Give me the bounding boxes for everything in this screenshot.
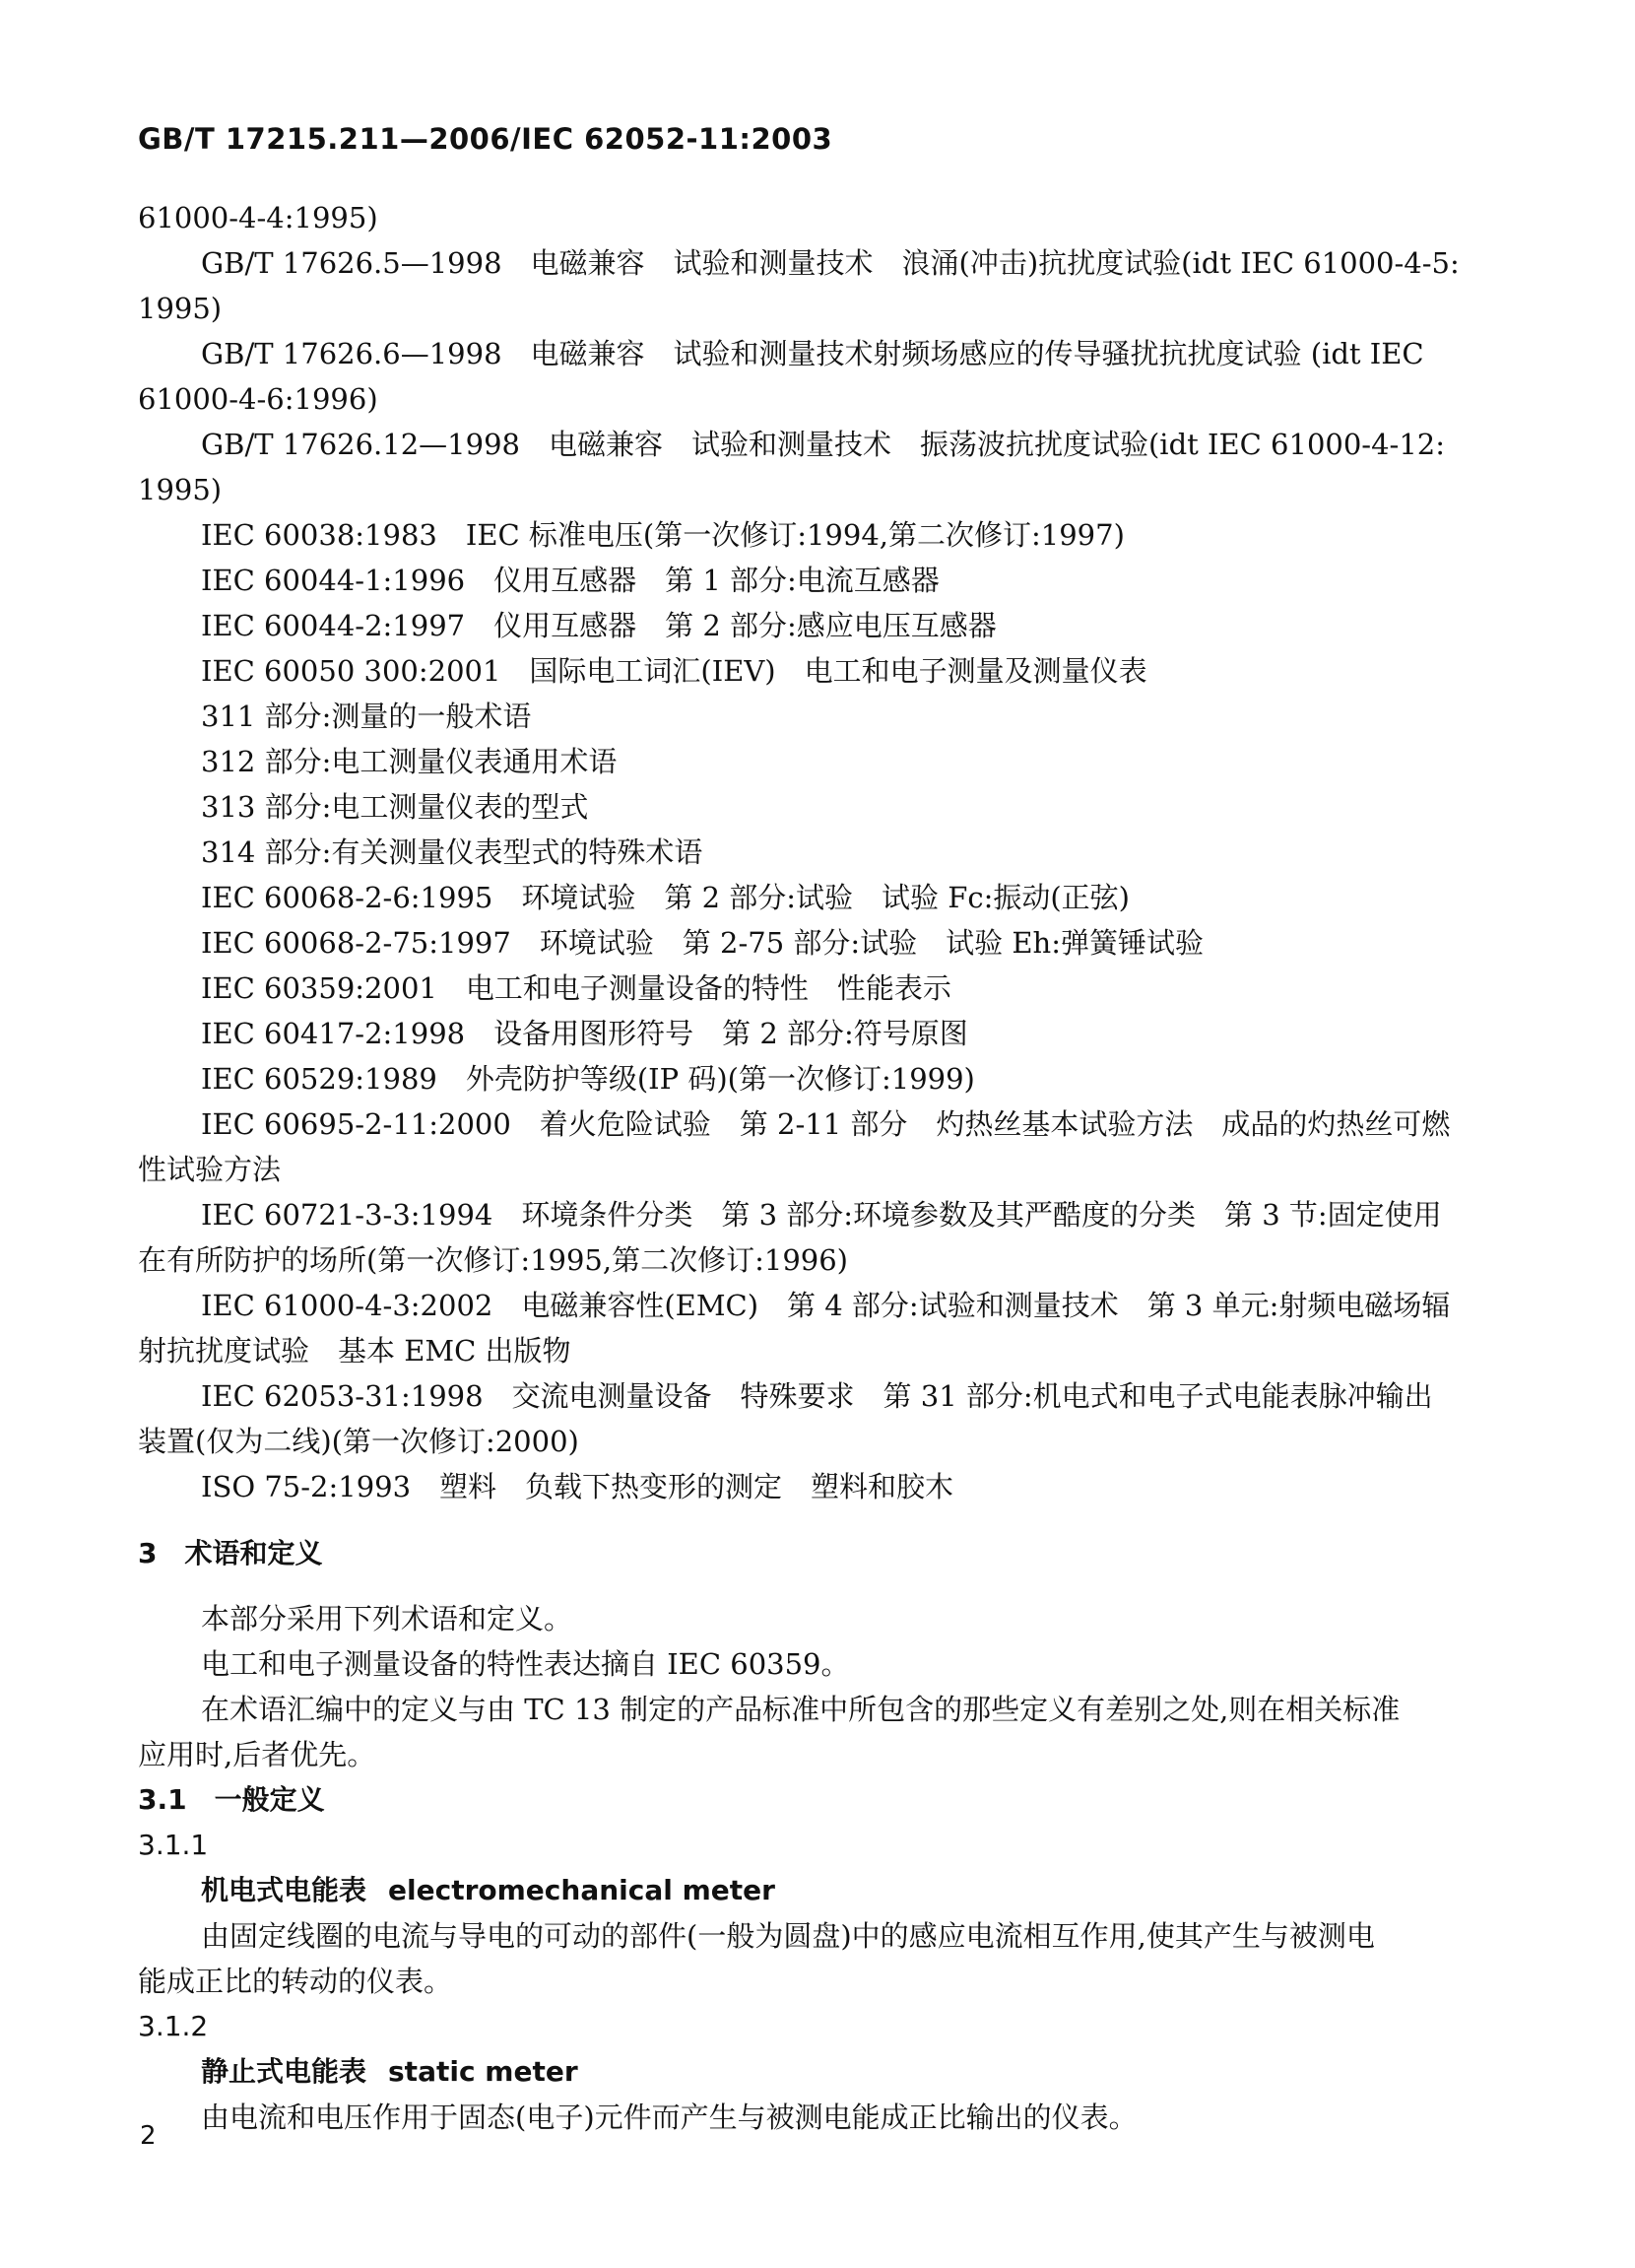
reference-item: IEC 60044-1:1996 仪用互感器 第 1 部分:电流互感器 — [201, 564, 940, 597]
reference-text: IEC 60721-3-3:1994 环境条件分类 第 3 部分:环境参数及其严酷度的分类 第 3 节:固定使用 — [201, 1198, 1442, 1232]
reference-text-continued: 1995) — [138, 292, 223, 325]
reference-subitem: 314 部分:有关测量仪表型式的特殊术语 — [201, 835, 703, 869]
reference-item — [138, 1283, 1463, 1373]
reference-item: IEC 60044-2:1997 仪用互感器 第 2 部分:感应电压互感器 — [201, 609, 997, 642]
term-zh: 静止式电能表 — [201, 2055, 367, 2088]
term-en: electromechanical meter — [388, 1874, 775, 1906]
term-zh: 机电式电能表 — [201, 1874, 367, 1906]
reference-text: GB/T 17626.6—1998 电磁兼容 试验和测量技术射频场感应的传导骚扰抗扰度试验 (idt IEC — [201, 337, 1424, 370]
reference-item — [138, 1101, 1463, 1192]
reference-item — [138, 1373, 1463, 1464]
reference-item — [138, 422, 1463, 512]
paragraph: 本部分采用下列术语和定义。 — [201, 1602, 573, 1635]
reference-item — [138, 1192, 1463, 1283]
term-definition: 由电流和电压作用于固态(电子)元件而产生与被测电能成正比输出的仪表。 — [201, 2101, 1138, 2134]
reference-text-continued: 射抗扰度试验 基本 EMC 出版物 — [138, 1334, 571, 1367]
reference-subitem: 313 部分:电工测量仪表的型式 — [201, 790, 589, 824]
definition-text: 由固定线圈的电流与导电的可动的部件(一般为圆盘)中的感应电流相互作用,使其产生与被测电 — [201, 1919, 1375, 1953]
reference-text: GB/T 17626.12—1998 电磁兼容 试验和测量技术 振荡波抗扰度试验(idt IEC 61000-4-12: — [201, 428, 1446, 461]
reference-item: IEC 60050 300:2001 国际电工词汇(IEV) 电工和电子测量及测量仪表 — [201, 654, 1147, 688]
reference-text: IEC 60695-2-11:2000 着火危险试验 第 2-11 部分 灼热丝基本试验方法 成品的灼热丝可燃 — [201, 1107, 1451, 1141]
reference-item: IEC 60417-2:1998 设备用图形符号 第 2 部分:符号原图 — [201, 1017, 968, 1050]
reference-item: IEC 60038:1983 IEC 标准电压(第一次修订:1994,第二次修订:1997) — [201, 518, 1125, 552]
reference-subitem: 311 部分:测量的一般术语 — [201, 700, 532, 733]
reference-continuation: 61000-4-4:1995) — [138, 201, 378, 234]
reference-text: IEC 61000-4-3:2002 电磁兼容性(EMC) 第 4 部分:试验和测量技术 第 3 单元:射频电磁场辐 — [201, 1289, 1451, 1322]
reference-text-continued: 性试验方法 — [138, 1153, 282, 1186]
paragraph — [138, 1687, 1463, 1777]
document-body — [138, 195, 1463, 2140]
reference-item: IEC 60068-2-75:1997 环境试验 第 2-75 部分:试验 试验 Eh:弹簧锤试验 — [201, 926, 1205, 960]
reference-item — [138, 331, 1463, 422]
reference-text-continued: 装置(仅为二线)(第一次修订:2000) — [138, 1425, 579, 1458]
definition-text-continued: 能成正比的转动的仪表。 — [138, 1965, 453, 1998]
reference-subitem: 312 部分:电工测量仪表通用术语 — [201, 745, 618, 778]
reference-text-continued: 在有所防护的场所(第一次修订:1995,第二次修订:1996) — [138, 1243, 848, 1277]
reference-text: IEC 62053-31:1998 交流电测量设备 特殊要求 第 31 部分:机电式和电子式电能表脉冲输出 — [201, 1379, 1433, 1413]
reference-text-continued: 1995) — [138, 473, 223, 506]
reference-item: IEC 60359:2001 电工和电子测量设备的特性 性能表示 — [201, 971, 951, 1005]
reference-text: GB/T 17626.5—1998 电磁兼容 试验和测量技术 浪涌(冲击)抗扰度试验(idt IEC 61000-4-5: — [201, 246, 1460, 280]
paragraph-text: 在术语汇编中的定义与由 TC 13 制定的产品标准中所包含的那些定义有差别之处,则在相关标准 — [201, 1693, 1401, 1726]
term-en: static meter — [388, 2055, 578, 2088]
paragraph-text-continued: 应用时,后者优先。 — [138, 1738, 376, 1771]
page-number: 2 — [140, 2121, 157, 2151]
reference-text-continued: 61000-4-6:1996) — [138, 382, 378, 416]
reference-item: ISO 75-2:1993 塑料 负载下热变形的测定 塑料和胶木 — [201, 1470, 954, 1503]
paragraph: 电工和电子测量设备的特性表达摘自 IEC 60359。 — [201, 1647, 850, 1681]
subsection-heading: 3.1 一般定义 — [138, 1783, 325, 1816]
term-title — [201, 1868, 1463, 1913]
term-number: 3.1.1 — [138, 1829, 209, 1861]
section-heading: 3 术语和定义 — [138, 1537, 323, 1569]
standard-header: GB/T 17215.211—2006/IEC 62052-11:2003 — [138, 122, 833, 156]
reference-item — [138, 240, 1463, 331]
term-definition — [138, 1913, 1463, 2004]
reference-item: IEC 60529:1989 外壳防护等级(IP 码)(第一次修订:1999) — [201, 1062, 975, 1096]
term-number: 3.1.2 — [138, 2010, 209, 2042]
term-title — [201, 2049, 1463, 2095]
reference-item: IEC 60068-2-6:1995 环境试验 第 2 部分:试验 试验 Fc:振动(正弦) — [201, 881, 1130, 914]
